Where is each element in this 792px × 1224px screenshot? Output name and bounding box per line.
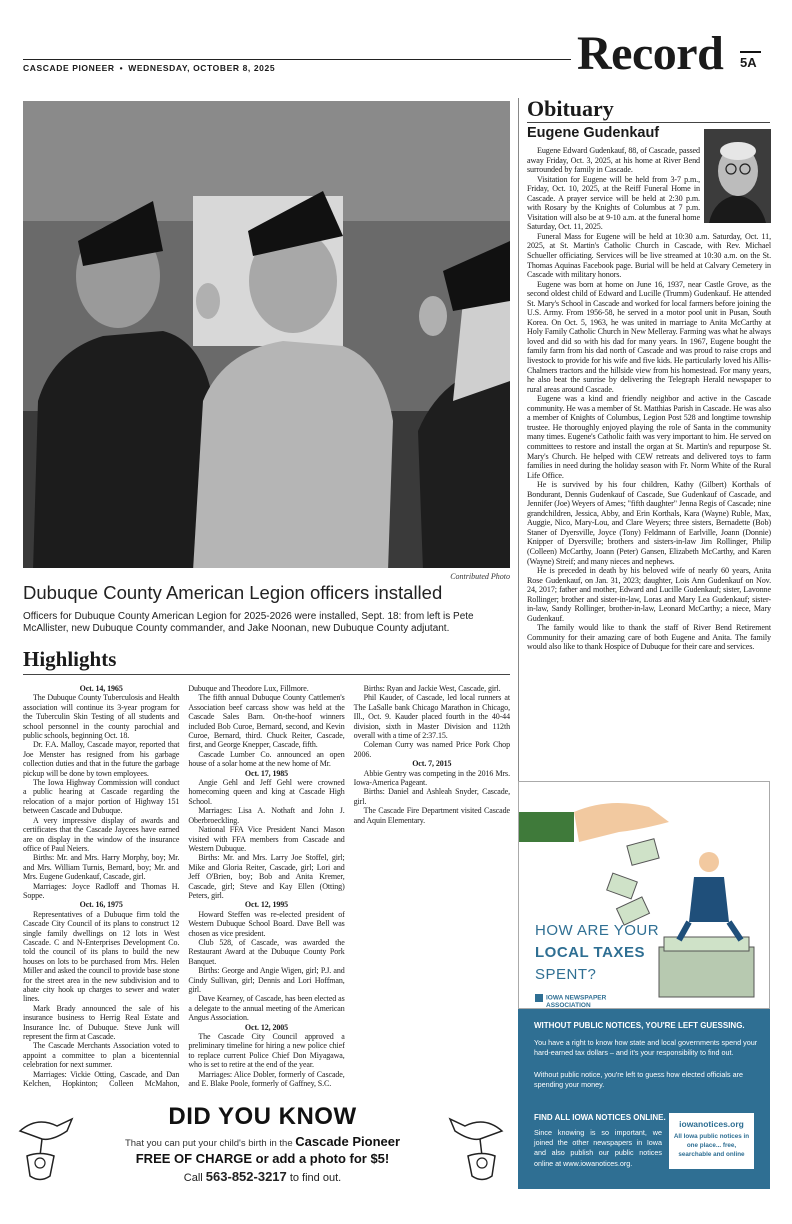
ad-how-line2: LOCAL TAXES <box>535 944 645 961</box>
page-number-rule <box>740 51 761 53</box>
highlights-heading: Highlights <box>23 647 117 671</box>
highlights-item: Cascade Lumber Co. announced an open house of a solar home at the new home of Mr. <box>188 749 345 769</box>
iowanotices-tagline <box>669 1132 754 1159</box>
photo-credit: Contributed Photo <box>450 572 510 581</box>
highlights-item: Dave Kearney, of Cascade, has been elected as a delegate to the annual meeting of the American Angus Association. <box>188 994 345 1023</box>
highlights-item: Mark Brady announced the sale of his insurance business to Herrig Real Estate and Insurance Inc. of Dubuque. Steve Junk will represent the firm at Cascade. <box>23 1003 180 1042</box>
masthead-info <box>23 63 275 73</box>
highlights-date: Oct. 7, 2015 <box>412 759 452 769</box>
dyk-line1-text: That you can put your child's birth in the <box>124 1138 296 1149</box>
obituary-rule <box>527 122 770 123</box>
public-notice-ad-illustration <box>518 781 770 1009</box>
highlights-item: National FFA Vice President Nanci Mason visited with FFA members from Cascade and Western Dubuque. <box>188 825 345 853</box>
highlights-item: Representatives of a Dubuque firm told the Cascade City Council of its plans to construct 12 single family dwellings on 12 lots in West Cascade. C and N-Enterprises Development Co. told the council of its plans to build the new houses on lots to be purchased from Mrs. Helen Miller and asked the council to provide base stone for the street area in the new subdivision and to abate city hook up charges to sewer and water lines. <box>23 909 180 1004</box>
did-you-know-line1 <box>70 1134 455 1149</box>
did-you-know-title: DID YOU KNOW <box>168 1103 357 1130</box>
issue-date: WEDNESDAY, OCTOBER 8, 2025 <box>128 63 276 73</box>
ad-how-line3: SPENT? <box>535 966 597 983</box>
photo-caption: Officers for Dubuque County American Legion for 2025-2026 were installed, Sept. 18: from left is Pete McAllister, new Dubuque County commander, and Jake Noonan, new Dubuque County adjutant. <box>23 611 474 634</box>
did-you-know-line3 <box>70 1169 455 1184</box>
obituary-paragraph: The family would like to thank the staff of River Bend Retirement Community for their amazing care of both Eugene and Anita. The family would also like to thank Hospice of Dubuque for their care and services. <box>527 623 771 652</box>
dyk-call: Call <box>183 1172 206 1184</box>
dyk-phone: 563-852-3217 <box>205 1169 287 1184</box>
highlights-item: The Cascade City Council approved a preliminary timeline for hiring a new police chief to replace current Police Chief Don Miyagawa, who is set to retire at the end of the year. <box>188 1032 345 1070</box>
iowa-newspaper-logo <box>535 994 606 1009</box>
legion-officers-photo <box>23 101 510 568</box>
obituary-paragraph: Funeral Mass for Eugene will be held at 10:30 a.m. Saturday, Oct. 11, 2025, at St. Martin's Catholic Church in Cascade, with Rev. Michael Schueller officiating. Services will be live streamed at 10:30 a.m. on the St. Thomas Aquinas Facebook page. Burial will be held at Calvary Cemetery in Cascade with military honors. <box>527 231 771 280</box>
highlights-date: Oct. 17, 1985 <box>244 768 289 778</box>
highlights-item: The Iowa Highway Commission will conduct a public hearing at Cascade regarding the relocation of a major portion of Highway 151 between Cascade and Dubuque. <box>23 778 180 816</box>
did-you-know-ad <box>10 1099 515 1194</box>
highlights-item: Dr. F.A. Malloy, Cascade mayor, reported that Joe Menster has resigned from his garbage collection duties and that in the future the garbage pickup will be done by town employees. <box>23 740 180 778</box>
obituary-paragraph: He is survived by his four children, Kathy (Gilbert) Korthals of Bondurant, Dennis Gudenkauf of Cascade, Sue Gudenkauf of Cascade, and Jennifer (Joe) Weyers of Ames; "fifth daughter" Jenna Regis of Cascade; nine grandchildren, Jessica, Abby, and Erin Korthals, Kara (Wayne) Ruble, Max, Auggie, Nico, Mary-Lou, and Clare Weyers; three sisters, Bernadette (Bob) Staner of Dyersville, Joyce (Tony) Feldmann of Earlville, Joann (Donnie) Knipper of Dyersville; brothers and sisters-in-law Jim Rollinger, Philip (Colleen) McCarthy, Joann (Peter) Gansen, Elizabeth McCarthy, and Karen (Wayne) Streif; and many nieces and nephews. <box>527 480 771 566</box>
highlights-item: Births: Mr. and Mrs. Harry Morphy, boy; Mr. and Mrs. William Turnis, Bernard, boy; Mr. and Mrs. Eugene Gudenkauf, Cascade, girl. <box>23 853 180 882</box>
box-line3: searchable and online <box>678 1151 745 1158</box>
highlights-date: Oct. 14, 1965 <box>79 684 123 693</box>
paper-name: CASCADE PIONEER <box>23 63 115 73</box>
highlights-item: Phil Kauder, of Cascade, led local runners at The LaSalle bank Chicago Marathon in Chicago, Ill., Oct. 9. Kauder placed fourth in the 40-44 division, sixth in Master Division and 112th overall with a time of 2:37.15. <box>353 693 510 741</box>
highlights-rule <box>23 674 510 675</box>
obituary-paragraph: Eugene was a kind and friendly neighbor and active in the Cascade community. He was a member of St. Matthias Parish in Cascade. He was also a member of Knights of Columbus, Legion Post 528 and longtime township trustee. He thoroughly enjoyed playing the role of Santa in the community many times. Eugene's Catholic faith was very important to him. He served on committees to restore and install the organ at St. Martin's and repurpose St. Mary's Church. He helped with CEW retreats and delivered toys to farm families in need during the holiday season with Fr. Norm White of the Rural Life Office. <box>527 394 771 480</box>
obituary-name: Eugene Gudenkauf <box>527 125 660 141</box>
highlights-item: The Dubuque County Tuberculosis and Health association will continue its 3-year program for the Tuberculin Skin Testing of all students and school personnel in the county parochial and public schools, beginning Oct. 18. <box>23 693 180 741</box>
photo-headline: Dubuque County American Legion officers installed <box>23 582 443 603</box>
ad-heading1: WITHOUT PUBLIC NOTICES, YOU'RE LEFT GUESSING. <box>534 1021 745 1030</box>
highlights-item: Marriages: Lisa A. Nothaft and John J. Oberbroeckling. <box>188 806 345 825</box>
iowanotices-box[interactable] <box>669 1113 754 1169</box>
obituary-paragraph: He is preceded in death by his beloved wife of nearly 60 years, Anita Rose Gudenkauf, on Jan. 31, 2023; daughter, Lois Ann Gudenkauf on Nov. 24, 2017; father and mother, Edward and Lucille Gudenkauf; sister, Lavonne Rollinger; brother and sister-in-law, Loras and Mary Lea Gudenkauf; sister-in-law, Sandy Rollinger, brother-in-law, Leonard McCarthy; a niece, Mary Gudenkauf. <box>527 566 771 623</box>
iowanotices-link[interactable]: iowanotices.org <box>679 1119 744 1129</box>
highlights-item: Births: George and Angie Wigen, girl; P.J. and Cindy Sullivan, girl; Dennis and Lori Hoffman, girl. <box>188 966 345 994</box>
highlights-item: Births: Daniel and Ashleah Snyder, Cascade, girl. <box>353 787 510 806</box>
highlights-item: Coleman Curry was named Price Pork Chop 2006. <box>353 740 510 759</box>
stork-right-icon <box>440 1111 510 1189</box>
highlights-item: Marriages: Vickie Otting, Cascade, and Dan Kelchen, Hopkinton; Colleen McMahon, Dubuque and Theodore Lux, Fillmore. <box>23 684 309 1089</box>
ina-line1: IOWA NEWSPAPER <box>546 994 607 1002</box>
highlights-item: Angie Gehl and Jeff Gehl were crowned homecoming queen and king at Cascade High School. <box>188 778 345 806</box>
highlights-item: Marriages: Alice Dobler, formerly of Cascade, and E. Blake Poole, formerly of Gaffney, S.C. <box>188 1069 345 1089</box>
ina-logo-icon <box>535 994 543 1002</box>
ina-line2: ASSOCIATION <box>546 1002 591 1009</box>
section-title: Record <box>577 27 724 80</box>
portrait-spacer <box>700 146 771 224</box>
public-notice-ad <box>518 1009 770 1189</box>
highlights-item: The Cascade Fire Department visited Cascade and Aquin Elementary. <box>353 806 510 825</box>
did-you-know-line2: FREE OF CHARGE or add a photo for $5! <box>135 1151 390 1166</box>
highlights-item: Marriages: Joyce Radloff and Thomas H. Soppe. <box>23 881 180 900</box>
box-line2: one place... free, <box>686 1142 737 1149</box>
highlights-date: Oct. 16, 1975 <box>79 900 123 910</box>
highlights-date: Oct. 12, 1995 <box>244 900 289 910</box>
masthead-rule <box>23 59 571 60</box>
dyk-paper-name: Cascade Pioneer <box>295 1134 401 1149</box>
highlights-date: Oct. 12, 2005 <box>244 1022 289 1032</box>
obituary-paragraph: Eugene was born at home on June 16, 1937, near Castle Grove, as the second oldest child of Edward and Lucille (Trumm) Gudenkauf. He attended St. Mary's School in Cascade and worked for local farmers before joining the U.S. Army. From 1956-58, he served in a motor pool unit in Pusan, South Korea. On Oct. 5, 1963, he was united in marriage to Anita McCarthy at Holy Family Catholic Church in New Melleray. Farming was what he always loved and did so with his dad for many years. In 1967, Eugene bought the family farm from his dad north of Cascade and was proud to raise crops and livestock to provide for his wife and five kids. He particularly loved his Allis-Chalmers tractors and the hillside view from his homestead. For many years, he also beat the sunrise by delivering the Telegraph Herald newspaper to rural areas around Cascade. <box>527 279 771 394</box>
ad-how-line1: HOW ARE YOUR <box>535 922 660 939</box>
obituary-body <box>527 146 771 652</box>
highlights-columns <box>23 684 510 1094</box>
ad-heading2: FIND ALL IOWA NOTICES ONLINE. <box>534 1113 666 1122</box>
box-line1: All Iowa public notices in <box>673 1133 750 1140</box>
dyk-find-out: to find out. <box>286 1172 342 1184</box>
obituary-paragraph: Visitation for Eugene will be held from 3-7 p.m., Friday, Oct. 10, 2025, at the Reiff Funeral Home in Cascade. A prayer service will be held at 2:30 p.m. with Rosary by the Knights of Columbus at 7 p.m. Visitation will also be at 9-10 a.m. at the funeral home Saturday, Oct. 11, 2025. <box>527 174 700 232</box>
highlights-item: Births: Mr. and Mrs. Larry Joe Stoffel, girl; Mike and Gloria Reiter, Cascade, girl; Lori and Jeff O'Brien, boy; Bob and Anita Kremer, Cascade, girl; Steve and Kay Ellen (Otting) Peters, girl. <box>188 853 345 900</box>
obituary-paragraph: Eugene Edward Gudenkauf, 88, of Cascade, passed away Friday, Oct. 3, 2025, at his home at River Bend surrounded by family in Cascade. <box>527 146 700 175</box>
masthead-bullet: • <box>119 63 124 73</box>
ad-how-question <box>535 920 659 986</box>
obituary-heading: Obituary <box>527 96 614 121</box>
highlights-item: A very impressive display of awards and certificates that the Cascade Jaycees have earned are on display in the window of the insurance office of Paul Neiers. <box>23 815 180 853</box>
page-number: 5A <box>740 55 757 70</box>
highlights-item: Club 528, of Cascade, was awarded the Restaurant Award at the Dubuque County Pork Banquet. <box>188 937 345 966</box>
highlights-item: The fifth annual Dubuque County Cattlemen's Association beef carcass show was held at the Cascade Sales Barn. On-the-hoof winners included Bob Curoe, Bernard, second, and Kevin Curoe, Bernard, third. Chuck Reiter, Cascade, first, and George Knepper, Cascade, fifth. <box>188 693 345 750</box>
highlights-item: Abbie Gentry was competing in the 2016 Mrs. Iowa-America Pageant. <box>353 768 510 788</box>
highlights-item: Births: Ryan and Jackie West, Cascade, girl. <box>363 684 501 693</box>
ad-para1: You have a right to know how state and local governments spend your hard-earned tax dollars – and it's your responsibility to find out. <box>534 1038 758 1057</box>
highlights-item: Howard Steffen was re-elected president of Western Dubuque School Board. Dave Bell was chosen as vice president. <box>188 909 345 938</box>
ad-para3: Since knowing is so important, we joined the other newspapers in Iowa and also publish our public notices online at www.iowanotices.org. <box>534 1128 662 1168</box>
ad-para2: Without public notice, you're left to guess how elected officials are spending your money. <box>534 1070 743 1089</box>
highlights-item: The Cascade Merchants Association voted to appoint a committee to plan a bicentennial celebration for next summer. <box>23 1041 180 1070</box>
